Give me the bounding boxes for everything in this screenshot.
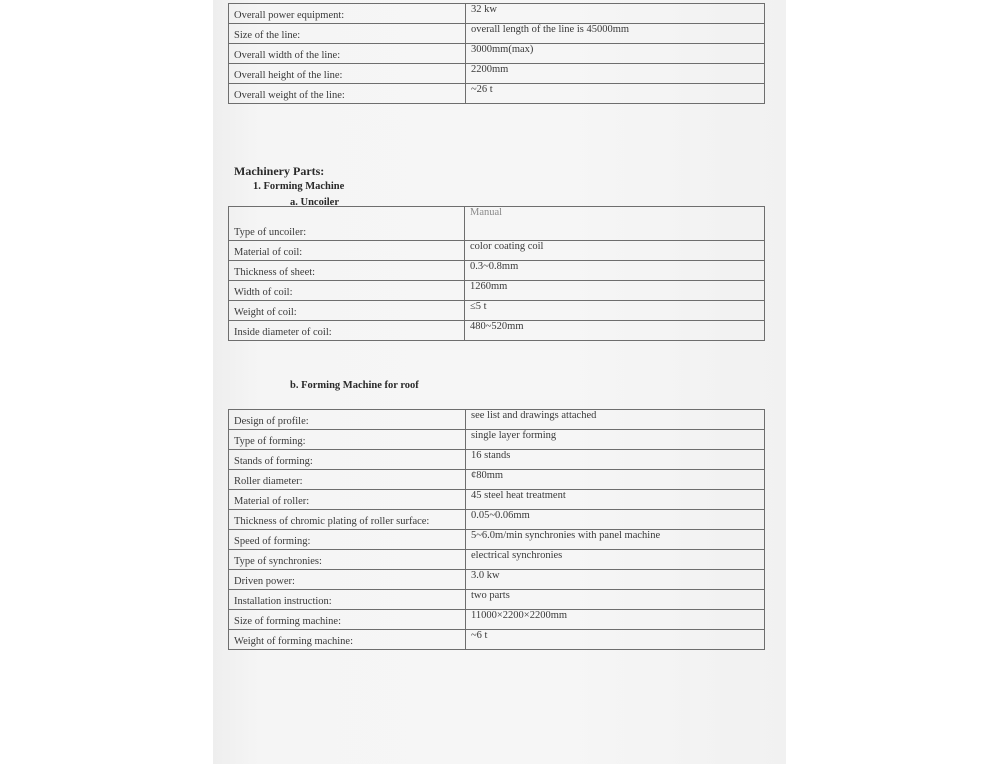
spec-label: Type of forming: bbox=[229, 430, 466, 450]
table-row bbox=[229, 630, 765, 650]
spec-label: Installation instruction: bbox=[229, 590, 466, 610]
spec-label: Overall power equipment: bbox=[229, 4, 466, 24]
table-row bbox=[229, 84, 765, 104]
spec-value: 1260mm bbox=[465, 281, 765, 301]
table-row bbox=[229, 4, 765, 24]
table-row bbox=[229, 281, 765, 301]
table-row bbox=[229, 44, 765, 64]
table-row bbox=[229, 470, 765, 490]
spec-label: Roller diameter: bbox=[229, 470, 466, 490]
spec-value: 2200mm bbox=[466, 64, 765, 84]
table-row bbox=[229, 510, 765, 530]
uncoiler-heading: a. Uncoiler bbox=[290, 197, 339, 208]
spec-value: 480~520mm bbox=[465, 321, 765, 341]
table-row bbox=[229, 24, 765, 44]
table-row bbox=[229, 610, 765, 630]
spec-value: two parts bbox=[466, 590, 765, 610]
table-row bbox=[229, 410, 765, 430]
spec-label: Weight of forming machine: bbox=[229, 630, 466, 650]
spec-value: 3.0 kw bbox=[466, 570, 765, 590]
machinery-parts-heading: Machinery Parts: bbox=[234, 164, 325, 178]
spec-value: see list and drawings attached bbox=[466, 410, 765, 430]
spec-value: ¢80mm bbox=[466, 470, 765, 490]
spec-value: 0.05~0.06mm bbox=[466, 510, 765, 530]
spec-label: Design of profile: bbox=[229, 410, 466, 430]
spec-value: single layer forming bbox=[466, 430, 765, 450]
spec-value: 3000mm(max) bbox=[466, 44, 765, 64]
spec-label: Speed of forming: bbox=[229, 530, 466, 550]
spec-label: Material of roller: bbox=[229, 490, 466, 510]
forming-machine-heading: 1. Forming Machine bbox=[253, 181, 345, 192]
spec-label: Width of coil: bbox=[229, 281, 465, 301]
spec-label: Thickness of chromic plating of roller surface: bbox=[229, 510, 466, 530]
spec-value: electrical synchronies bbox=[466, 550, 765, 570]
spec-label: Overall height of the line: bbox=[229, 64, 466, 84]
spec-value: 11000×2200×2200mm bbox=[466, 610, 765, 630]
spec-label: Inside diameter of coil: bbox=[229, 321, 465, 341]
uncoiler-specs-table bbox=[228, 206, 765, 341]
spec-label: Type of synchronies: bbox=[229, 550, 466, 570]
spec-value: color coating coil bbox=[465, 241, 765, 261]
table-row bbox=[229, 570, 765, 590]
table-row bbox=[229, 207, 765, 241]
spec-value: overall length of the line is 45000mm bbox=[466, 24, 765, 44]
spec-value: 45 steel heat treatment bbox=[466, 490, 765, 510]
table-row bbox=[229, 301, 765, 321]
spec-label: Weight of coil: bbox=[229, 301, 465, 321]
spec-label: Overall width of the line: bbox=[229, 44, 466, 64]
table-row bbox=[229, 530, 765, 550]
table-row bbox=[229, 261, 765, 281]
table-row bbox=[229, 430, 765, 450]
spec-value: ~26 t bbox=[466, 84, 765, 104]
table-row bbox=[229, 490, 765, 510]
spec-value: 0.3~0.8mm bbox=[465, 261, 765, 281]
table-row bbox=[229, 321, 765, 341]
spec-label: Driven power: bbox=[229, 570, 466, 590]
table-row bbox=[229, 550, 765, 570]
spec-value: Manual bbox=[465, 207, 765, 241]
spec-label: Overall weight of the line: bbox=[229, 84, 466, 104]
spec-value: ≤5 t bbox=[465, 301, 765, 321]
spec-label: Stands of forming: bbox=[229, 450, 466, 470]
spec-label: Size of forming machine: bbox=[229, 610, 466, 630]
overall-specs-table bbox=[228, 3, 765, 104]
spec-label: Type of uncoiler: bbox=[229, 207, 465, 241]
spec-label: Material of coil: bbox=[229, 241, 465, 261]
spec-label: Size of the line: bbox=[229, 24, 466, 44]
spec-value: ~6 t bbox=[466, 630, 765, 650]
table-row bbox=[229, 590, 765, 610]
spec-value: 5~6.0m/min synchronies with panel machine bbox=[466, 530, 765, 550]
spec-label: Thickness of sheet: bbox=[229, 261, 465, 281]
forming-machine-roof-heading: b. Forming Machine for roof bbox=[290, 380, 419, 391]
table-row bbox=[229, 450, 765, 470]
forming-machine-specs-table bbox=[228, 409, 765, 650]
spec-value: 16 stands bbox=[466, 450, 765, 470]
table-row bbox=[229, 241, 765, 261]
spec-value: 32 kw bbox=[466, 4, 765, 24]
table-row bbox=[229, 64, 765, 84]
